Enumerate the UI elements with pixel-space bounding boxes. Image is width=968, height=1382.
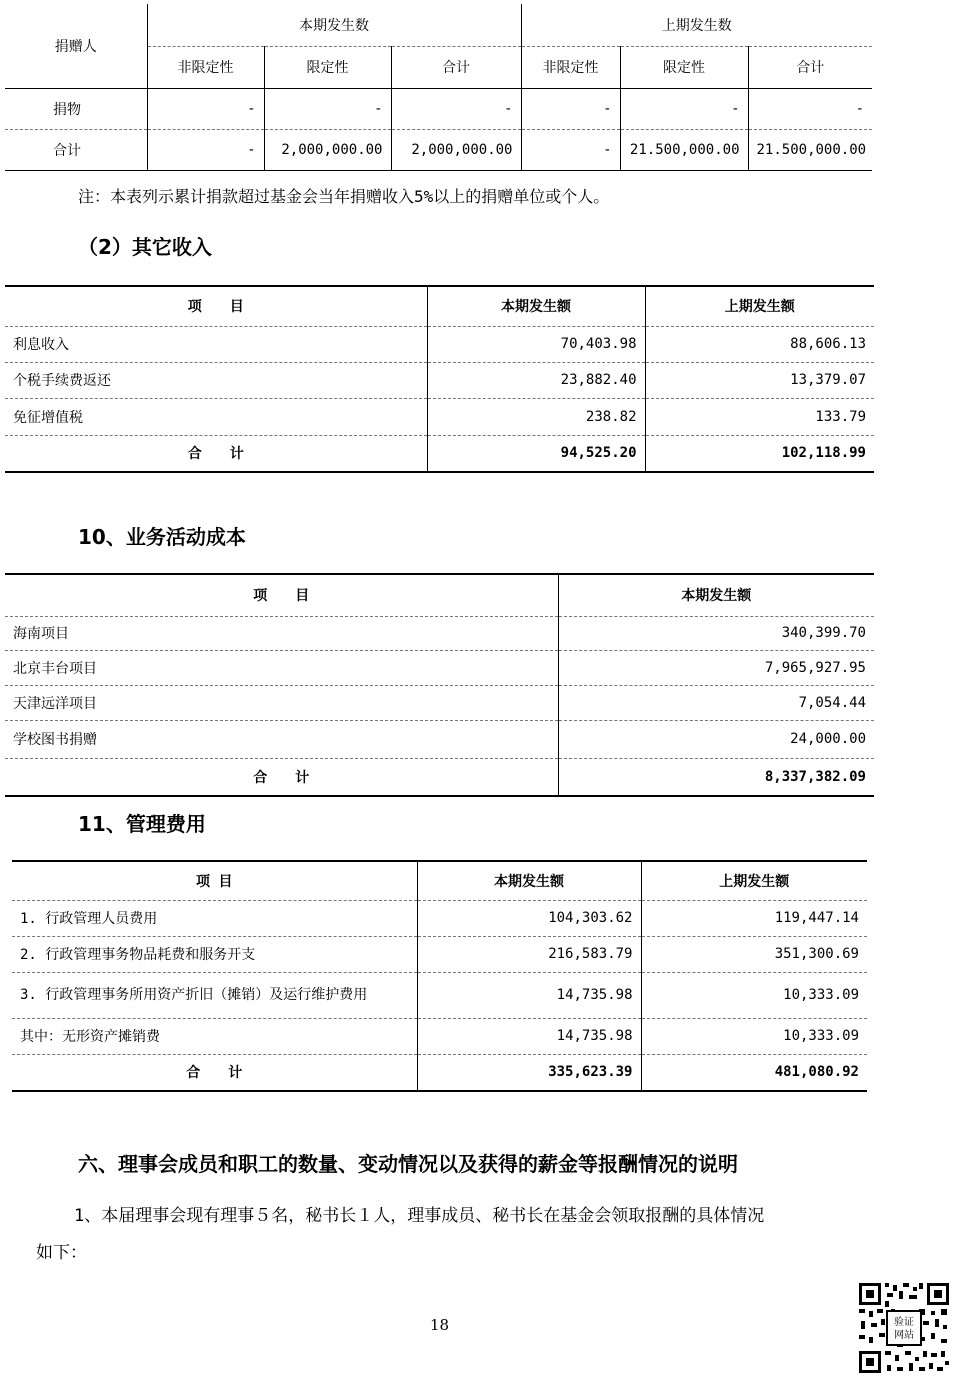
cell: 88,606.13 <box>645 326 874 362</box>
table-row <box>12 936 867 972</box>
cell: 2,000,000.00 <box>391 129 521 170</box>
row-label: 合计 <box>5 129 147 170</box>
other-income-table <box>5 285 874 473</box>
sub-header: 非限定性 <box>147 46 264 88</box>
cell: - <box>521 129 620 170</box>
prior-period-header: 上期发生数 <box>521 4 872 46</box>
total-current: 335,623.39 <box>417 1054 641 1091</box>
header-prior: 上期发生额 <box>641 861 867 900</box>
table-row <box>5 685 874 720</box>
current-period-header: 本期发生数 <box>147 4 521 46</box>
cell: - <box>147 129 264 170</box>
page-number: 18 <box>430 1316 450 1334</box>
table-row <box>5 129 872 170</box>
cell: - <box>391 88 521 129</box>
cell: - <box>620 88 748 129</box>
table-row <box>12 900 867 936</box>
row-label: 个税手续费返还 <box>5 362 427 398</box>
cell: 340,399.70 <box>558 616 874 650</box>
header-current: 本期发生额 <box>558 574 874 616</box>
cell: 21.500,000.00 <box>748 129 872 170</box>
header-current: 本期发生额 <box>427 286 645 326</box>
total-row <box>5 758 874 796</box>
total-row <box>5 435 874 472</box>
row-label: 1. 行政管理人员费用 <box>12 900 417 936</box>
cell: 70,403.98 <box>427 326 645 362</box>
total-row <box>12 1054 867 1091</box>
cell: 351,300.69 <box>641 936 867 972</box>
cell: 23,882.40 <box>427 362 645 398</box>
donor-table <box>5 4 872 171</box>
table-row <box>5 88 872 129</box>
row-label: 海南项目 <box>5 616 558 650</box>
header-item: 项 目 <box>5 286 427 326</box>
total-prior: 481,080.92 <box>641 1054 867 1091</box>
admin-expense-heading: 11、管理费用 <box>78 812 206 836</box>
qr-stamp-text: 验证 <box>894 1317 914 1328</box>
table-row <box>5 616 874 650</box>
table-row <box>5 362 874 398</box>
row-label: 2. 行政管理事务物品耗费和服务开支 <box>12 936 417 972</box>
svg-text:网站: 网站 <box>894 1330 914 1341</box>
cell: 10,333.09 <box>641 1018 867 1054</box>
section6-paragraph-line1: 1、本届理事会现有理事５名，秘书长１人，理事成员、秘书长在基金会领取报酬的具体情况 <box>74 1206 765 1226</box>
total-label: 合 计 <box>5 758 558 796</box>
cell: 216,583.79 <box>417 936 641 972</box>
cell: - <box>521 88 620 129</box>
total-prior: 102,118.99 <box>645 435 874 472</box>
total-current: 8,337,382.09 <box>558 758 874 796</box>
table-row <box>5 398 874 435</box>
cell: 14,735.98 <box>417 1018 641 1054</box>
cell: 119,447.14 <box>641 900 867 936</box>
header-item: 项 目 <box>5 574 558 616</box>
table-row <box>5 650 874 685</box>
sub-header: 限定性 <box>264 46 391 88</box>
row-label: 3. 行政管理事务所用资产折旧（摊销）及运行维护费用 <box>12 972 417 1018</box>
total-label: 合 计 <box>5 435 427 472</box>
cell: 2,000,000.00 <box>264 129 391 170</box>
table-row <box>12 1018 867 1054</box>
sub-header: 限定性 <box>620 46 748 88</box>
verification-qr-code-icon <box>857 1281 951 1375</box>
cell: 21.500,000.00 <box>620 129 748 170</box>
row-label: 捐物 <box>5 88 147 129</box>
business-cost-heading: 10、业务活动成本 <box>78 525 246 549</box>
row-label: 其中：无形资产摊销费 <box>12 1018 417 1054</box>
cell: 10,333.09 <box>641 972 867 1018</box>
table-row <box>5 720 874 758</box>
cell: 238.82 <box>427 398 645 435</box>
cell: - <box>748 88 872 129</box>
row-label: 学校图书捐赠 <box>5 720 558 758</box>
row-label: 天津远洋项目 <box>5 685 558 720</box>
total-current: 94,525.20 <box>427 435 645 472</box>
cell: - <box>147 88 264 129</box>
cell: 133.79 <box>645 398 874 435</box>
sub-header: 合计 <box>391 46 521 88</box>
cell: 7,054.44 <box>558 685 874 720</box>
donor-header: 捐赠人 <box>5 4 147 88</box>
admin-expense-table <box>12 860 867 1092</box>
total-label: 合 计 <box>12 1054 417 1091</box>
section6-paragraph-line2: 如下： <box>36 1243 87 1263</box>
cell: 104,303.62 <box>417 900 641 936</box>
row-label: 北京丰台项目 <box>5 650 558 685</box>
header-item: 项 目 <box>12 861 417 900</box>
table-row <box>12 972 867 1018</box>
sub-header: 非限定性 <box>521 46 620 88</box>
row-label: 免征增值税 <box>5 398 427 435</box>
cell: 24,000.00 <box>558 720 874 758</box>
header-current: 本期发生额 <box>417 861 641 900</box>
other-income-heading: （2）其它收入 <box>78 235 212 259</box>
business-cost-table <box>5 573 874 797</box>
sub-header: 合计 <box>748 46 872 88</box>
cell: 7,965,927.95 <box>558 650 874 685</box>
table-row <box>5 326 874 362</box>
section6-heading: 六、理事会成员和职工的数量、变动情况以及获得的薪金等报酬情况的说明 <box>78 1152 738 1176</box>
cell: 13,379.07 <box>645 362 874 398</box>
cell: - <box>264 88 391 129</box>
cell: 14,735.98 <box>417 972 641 1018</box>
table-note: 注：本表列示累计捐款超过基金会当年捐赠收入5%以上的捐赠单位或个人。 <box>78 187 610 206</box>
row-label: 利息收入 <box>5 326 427 362</box>
header-prior: 上期发生额 <box>645 286 874 326</box>
